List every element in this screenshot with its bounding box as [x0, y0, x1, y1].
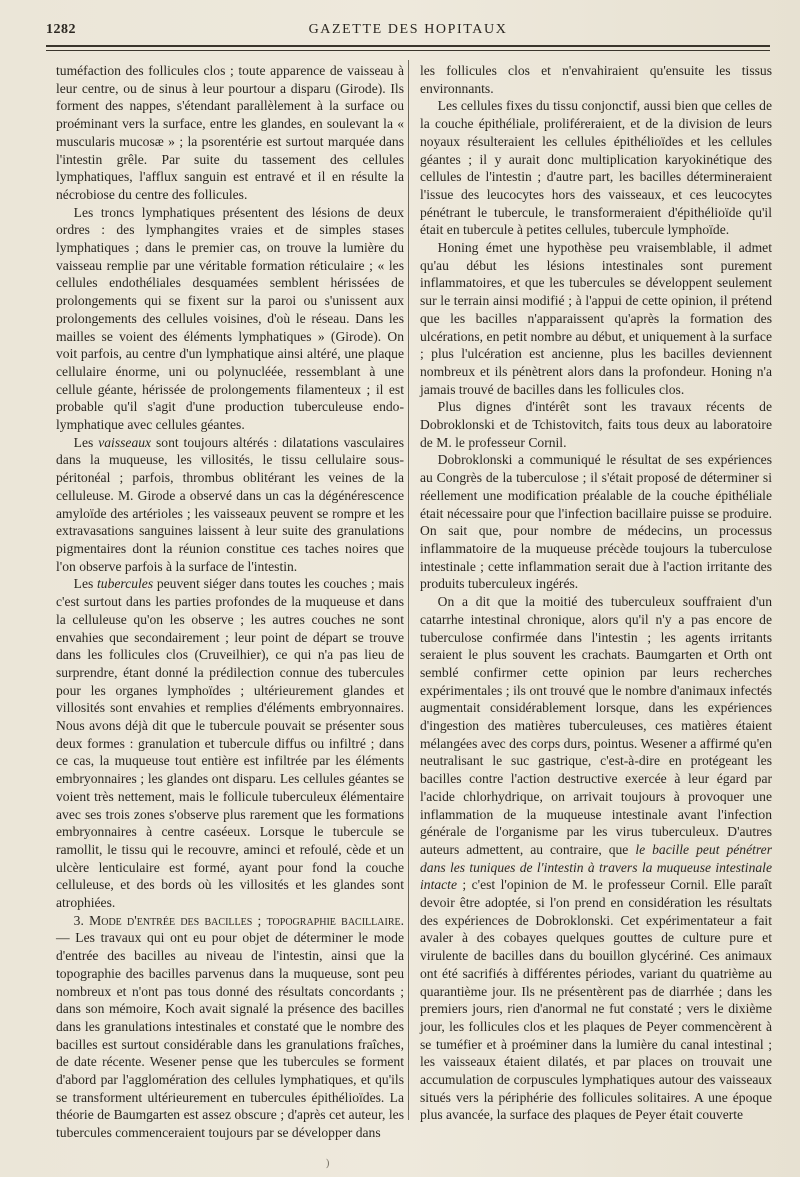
page-header — [46, 22, 770, 42]
right-column — [420, 62, 772, 1124]
paragraph: Honing émet une hypothèse peu vraisemblable, il admet qu'au début les lésions intestinales sont purement inflammatoires, et que les tubercules se développent seulement sur le terrain ainsi modifié ; à l'appui de cette opinion, il prétend que les bacilles n'apparaissent qu'après la formation des ulcérations, en petit nombre au début, et uniquement à la surface ; plus l'ulcération est ancienne, plus les bacilles deviennent nombreux et ils pénètrent alors dans la profondeur. Honing n'a jamais trouvé de bacilles dans les follicules clos. — [420, 240, 772, 397]
paragraph: Dobroklonski a communiqué le résultat de ses expériences au Congrès de la tuberculose ; il s'était proposé de déterminer si réellement une modification préalable de la couche épithéliale était nécessaire pour que l'infection bacillaire puisse se produire. On sait que, pour nombre de médecins, un processus inflammatoire de la muqueuse précède toujours la tuberculose intestinale ; cette inflammation serait due à l'action irritante des produits tuberculeux ingérés. — [420, 452, 772, 592]
column-divider — [408, 60, 409, 1120]
section-heading: 3. Mode d'entrée des bacilles ; topographie bacillaire. — — [56, 912, 404, 946]
text-run: Les — [73, 576, 98, 592]
paragraph: Les troncs lymphatiques présentent des lésions de deux ordres : des lymphangites vraies et de simples stases lymphatiques ; dans le premier cas, on trouve la lumière du vaisseau remplie par une véritable formation réticulaire ; « les cellules endothéliales desquamées semblent hérissées de prolongements qui se fixent sur la paroi ou s'unissent aux prolongements des cellules voisines, d'où le réseau. Dans les mailles se voient des éléments lymphatiques » (Girode). On voit parfois, au centre d'un lymphatique ainsi altéré, une plaque cellulaire énorme, uni ou polynucléée, ressemblant à une cellule géante, hérissée de prolongements filamenteux ; il est probable qu'il s'agit d'une production tuberculeuse endo-lymphatique avec cellules géantes. — [56, 204, 404, 433]
running-title: GAZETTE DES HOPITAUX — [308, 22, 508, 37]
page-number: 1282 — [46, 22, 76, 37]
paragraph: tuméfaction des follicules clos ; toute apparence de vaisseau à leur centre, ou de sinus à leur pourtour a disparu (Girode). Ils forment des nappes, s'étendant parallèlement à la surface ou proéminant vers la surface, entre les glandes, en soulevant la « muscularis mucosæ » ; la psorentérie est surtout marquée dans l'intestin grêle. Par suite du tassement des cellules lymphatiques, l'afflux sanguin est entravé et il en résulte la nécrobiose du centre des follicules. — [56, 63, 404, 202]
paragraph — [56, 434, 404, 576]
paragraph — [420, 593, 772, 1124]
text-run: Les — [73, 434, 99, 450]
paragraph — [56, 575, 404, 911]
footer-mark: ) — [326, 1158, 330, 1169]
text-run: Les travaux qui ont eu pour objet de déterminer le mode d'entrée des bacilles au niveau de l'intestin, ainsi que la topographie des bacilles parvenus dans la muqueuse, sont peu nombreux et n'ont pas tous donné des résultats concordants ; dans son mémoire, Koch avait signalé la présence des bacilles dans les granulations intestinales et constaté que le nombre des bacilles est surtout considérable dans les granulations fraîches, de date récente. Wesener pense que les tubercules se forment d'abord par l'agglomération des cellules lymphatiques, et qu'ils se transforment ultérieurement en tubercules épithélioïdes. La théorie de Baumgarten est assez obscure ; d'après cet auteur, les tubercules commenceraient toujours par se développer dans — [56, 930, 404, 1141]
paragraph: Les cellules fixes du tissu conjonctif, aussi bien que celles de la couche épithéliale, proliféreraient, et de la division de leurs noyaux résulteraient les cellules épithélioïdes et les cellules géantes ; il y aurait donc multiplication karyokinétique des cellules de l'intestin ; d'autre part, les bacilles détermineraient l'issue des leucocytes hors des vaisseaux, et ces leucocytes pénétrant le tubercule, le transformeraient d'épithélioïde qu'il était en tubercule à petites cellules, tubercule lymphoïde. — [420, 98, 772, 238]
text-run: On a dit que la moitié des tuberculeux souffraient d'un catarrhe intestinal chronique, alors qu'il n'y a pas encore de tuberculose confirmée dans l'intestin ; les agents irritants seraient le plus souvent les crachats. Baumgarten et Orth ont semblé confirmer cette opinion par leurs recherches expérimentales ; ils ont trouvé que le nombre d'animaux infectés augmentait considérablement lorsque, dans les expériences d'ingestion des matières tuberculeuses, ces matières étaient mélangées avec des corps durs, pointus. Wesener a affirmé qu'en neutralisant le suc gastrique, c'est-à-dire en protégeant les bacilles contre l'action destructive exercée à leur égard par l'acide chlorhydrique, on arrivait toujours à provoquer une inflammation de la muqueuse intestinale avant l'infection générale de l'organisme par les virus tuberculeux. D'autres auteurs admettent, au contraire, que — [420, 594, 772, 857]
left-column — [56, 62, 404, 1142]
paragraph: Plus dignes d'intérêt sont les travaux récents de Dobroklonski et de Tchistovitch, faits tous deux au laboratoire de M. le professeur Cornil. — [420, 399, 772, 450]
italic-term: tubercules — [97, 576, 154, 592]
header-rule-thin — [46, 50, 770, 51]
text-run: peuvent siéger dans toutes les couches ; mais c'est surtout dans les parties profondes de la muqueuse et dans la celluleuse qu'on les observe ; les autres couches ne sont envahies que secondairement ; leur point de départ se trouve dans les follicules clos (Cruveilhier), ce qui n'a pas lieu de surprendre, étant donné la prédilection connue des tubercules pour les organes lymphoïdes ; ultérieurement glandes et villosités sont envahies et remplies d'éléments embryonnaires. Nous avons déjà dit que le tubercule pouvait se présenter sous deux formes : granulation et tubercule diffus ou infiltré ; dans ce cas, la muqueuse tout entière est infiltrée par les éléments embryonnaires ; les glandes ont disparu. Les cellules géantes se voient très nettement, mais le follicule tuberculeux élémentaire avec ses trois zones s'observe plus rarement que les formations embryonnaires à centre caséeux. Lorsque le tubercule se ramollit, le tissu qui le recouvre, aminci et refoulé, cède et un ulcère lenticulaire est formé, ayant pour fond la couche celluleuse, et des bords où les villosités et les glandes sont atrophiées. — [56, 576, 404, 911]
text-run: ; c'est l'opinion de M. le professeur Cornil. Elle paraît devoir être adoptée, si l'on prend en considération les résultats des expériences de Dobroklonski. Cet expérimentateur a fait avaler à des cobayes quelques gouttes de culture pure et virulente de bacilles dans du bouillon glycériné. Ces animaux ont été sacrifiés à différentes périodes, variant du quatrième au quarantième jour. Ils ne présentèrent pas de diarrhée ; dans les premiers jours, rien d'anormal ne fut constaté ; vers le dixième jour, les follicules clos et les plaques de Peyer commencèrent à se tuméfier et à proéminer dans la lumière du canal intestinal ; les vaisseaux étaient dilatés, et par places on trouvait une accumulation de corpuscules lymphatiques autour des vaisseaux situés vers la périphérie des follicules solitaires. A une époque plus avancée, la surface des plaques de Peyer était couverte — [420, 877, 772, 1123]
header-rule-thick — [46, 45, 770, 47]
italic-quote: le bacille peut pénétrer dans les tuniques de l'intestin à travers la muqueuse intestinale intacte — [420, 841, 773, 893]
paragraph — [56, 912, 404, 1142]
paragraph: les follicules clos et n'envahiraient qu'ensuite les tissus environnants. — [420, 63, 772, 96]
italic-term: vaisseaux — [98, 434, 152, 450]
text-run: sont toujours altérés : dilatations vasculaires dans la muqueuse, les villosités, le tissu cellulaire sous-péritonéal ; parfois, thrombus oblitérant les veines de la celluleuse. M. Girode a observé dans un cas la dégénérescence amyloïde des artérioles ; les vaisseaux peuvent se rompre et les extravasations sanguines laissent à leur suite des granulations pigmentaires dont la réunion constitue ces taches noires que l'on observe parfois à la surface de l'intestin. — [56, 434, 404, 574]
